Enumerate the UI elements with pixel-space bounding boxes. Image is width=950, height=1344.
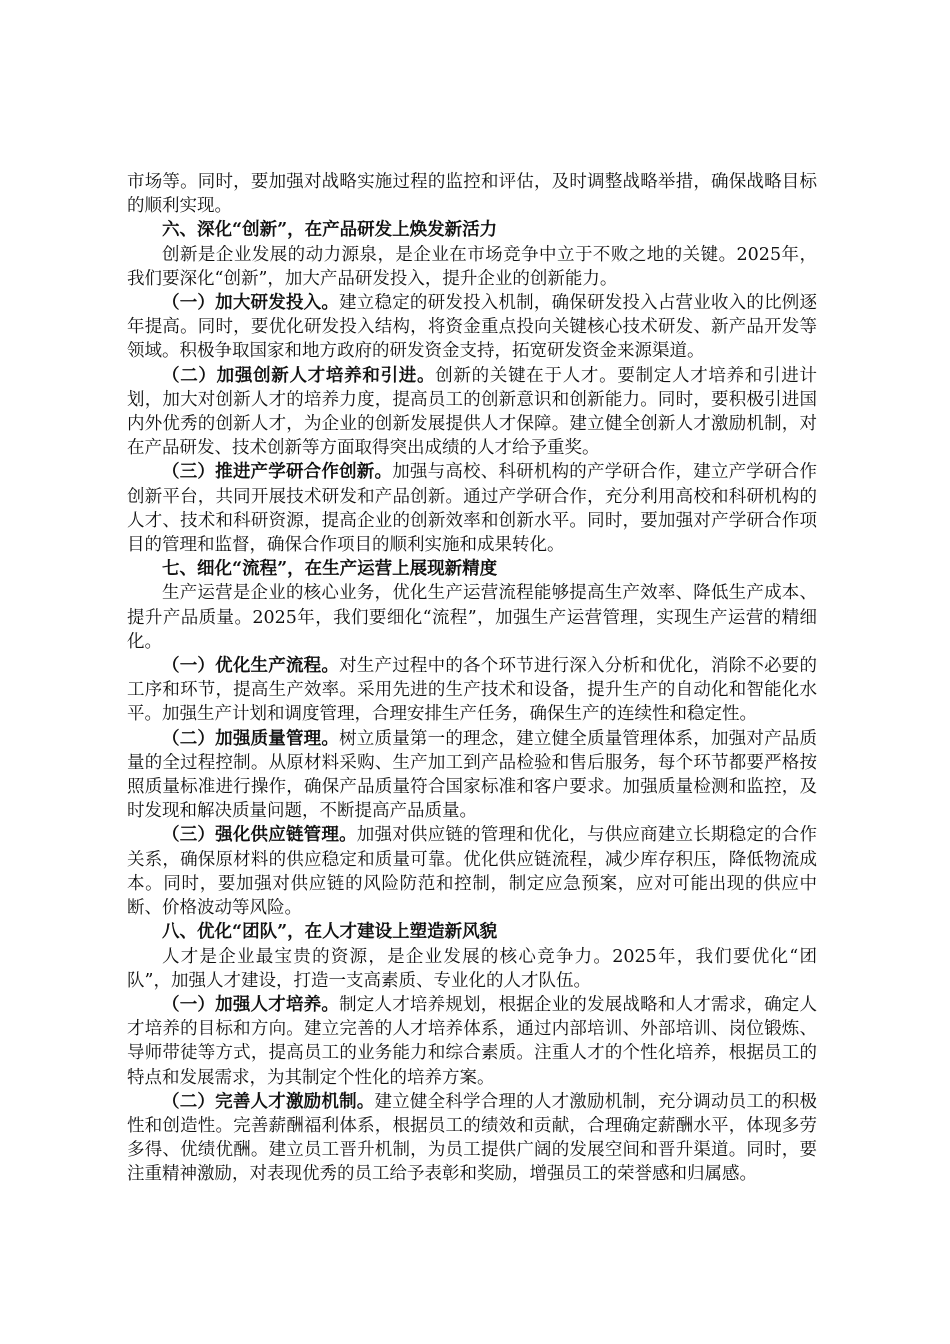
- paragraph-text: 树立质量第一的理念，建立健全质量管理体系，加强对产品质量的全过程控制。从原材料采购、生产加工到产品检验和售后服务，每个环节都要严格按照质量标准进行操作，确保产品质量符合国家标准和客户要求。加强质量检测和监控，及时发现和解决质量问题，不断提高产品质量。: [127, 728, 818, 822]
- paragraph-innovation-intro: [127, 243, 817, 291]
- paragraph-text: 制定人才培养规划，根据企业的发展战略和人才需求，确定人才培养的目标和方向。建立完善的人才培养体系，通过内部培训、外部培训、岗位锻炼、导师带徒等方式，提高员工的业务能力和综合素质。注重人才的个性化培养，根据员工的特点和发展需求，为其制定个性化的培养方案。: [127, 994, 818, 1088]
- paragraph-text: 对生产过程中的各个环节进行深入分析和优化，消除不必要的工序和环节，提高生产效率。采用先进的生产技术和设备，提升生产的自动化和智能化水平。加强生产计划和调度管理，合理安排生产任务，确保生产的连续性和稳定性。: [127, 656, 818, 725]
- paragraph-lead: （三）推进产学研合作创新。: [162, 462, 393, 483]
- paragraph-text: 市场等。同时，要加强对战略实施过程的监控和评估，及时调整战略举措，确保战略目标的顺利实现。: [127, 172, 817, 217]
- paragraph-production-flow: [127, 654, 817, 727]
- paragraph-strategy-continuation: [127, 170, 817, 218]
- paragraph-quality-management: [127, 727, 817, 824]
- paragraph-text: 人才是企业最宝贵的资源，是企业发展的核心竞争力。2025年，我们要优化“团队”，加强人才建设，打造一支高素质、专业化的人才队伍。: [127, 946, 817, 991]
- paragraph-process-intro: [127, 581, 817, 654]
- section-heading-team: 八、优化“团队”，在人才建设上塑造新风貌: [162, 922, 498, 943]
- paragraph-supply-chain: [127, 823, 817, 920]
- paragraph-lead: （二）完善人才激励机制。: [162, 1091, 375, 1112]
- paragraph-industry-academia: [127, 460, 817, 557]
- paragraph-text: 建立稳定的研发投入机制，确保研发投入占营业收入的比例逐年提高。同时，要优化研发投入结构，将资金重点投向关键核心技术研发、新产品开发等领域。积极争取国家和地方政府的研发资金支持，拓宽研发资金来源渠道。: [127, 293, 818, 362]
- paragraph-lead: （二）加强创新人才培养和引进。: [162, 365, 436, 386]
- paragraph-talent-incentive: [127, 1090, 817, 1187]
- paragraph-text: 生产运营是企业的核心业务，优化生产运营流程能够提高生产效率、降低生产成本、提升产品质量。2025年，我们要细化“流程”，加强生产运营管理，实现生产运营的精细化。: [127, 583, 817, 652]
- paragraph-lead: （一）优化生产流程。: [162, 656, 340, 677]
- paragraph-lead: （二）加强质量管理。: [162, 728, 340, 749]
- paragraph-rd-investment: [127, 291, 817, 364]
- paragraph-text: 创新是企业发展的动力源泉，是企业在市场竞争中立于不败之地的关键。2025年，我们要深化“创新”，加大产品研发投入，提升企业的创新能力。: [127, 244, 817, 289]
- paragraph-lead: （三）强化供应链管理。: [162, 825, 357, 846]
- paragraph-text: 建立健全科学合理的人才激励机制，充分调动员工的积极性和创造性。完善薪酬福利体系，根据员工的绩效和贡献，合理确定薪酬水平，体现多劳多得、优绩优酬。建立员工晋升机制，为员工提供广阔的发展空间和晋升渠道。同时，要注重精神激励，对表现优秀的员工给予表彰和奖励，增强员工的荣誉感和归属感。: [127, 1091, 817, 1185]
- paragraph-text: 加强与高校、科研机构的产学研合作，建立产学研合作创新平台，共同开展技术研发和产品创新。通过产学研合作，充分利用高校和科研机构的人才、技术和科研资源，提高企业的创新效率和创新水平。同时，要加强对产学研合作项目的管理和监督，确保合作项目的顺利实施和成果转化。: [127, 462, 818, 556]
- paragraph-talent-training: [127, 993, 817, 1090]
- paragraph-text: 创新的关键在于人才。要制定人才培养和引进计划，加大对创新人才的培养力度，提高员工的创新意识和创新能力。同时，要积极引进国内外优秀的创新人才，为企业的创新发展提供人才保障。建立健全创新人才激励机制，对在产品研发、技术创新等方面取得突出成绩的人才给予重奖。: [127, 365, 818, 459]
- paragraph-text: 加强对供应链的管理和优化，与供应商建立长期稳定的合作关系，确保原材料的供应稳定和质量可靠。优化供应链流程，减少库存积压，降低物流成本。同时，要加强对供应链的风险防范和控制，制定应急预案，应对可能出现的供应中断、价格波动等风险。: [127, 825, 818, 919]
- paragraph-lead: （一）加强人才培养。: [162, 994, 340, 1015]
- document-page: [127, 170, 817, 1187]
- paragraph-innovation-talent: [127, 364, 817, 461]
- section-heading-innovation: 六、深化“创新”，在产品研发上焕发新活力: [162, 220, 498, 241]
- section-heading-process: 七、细化“流程”，在生产运营上展现新精度: [162, 559, 498, 580]
- paragraph-team-intro: [127, 945, 817, 993]
- paragraph-lead: （一）加大研发投入。: [162, 293, 340, 314]
